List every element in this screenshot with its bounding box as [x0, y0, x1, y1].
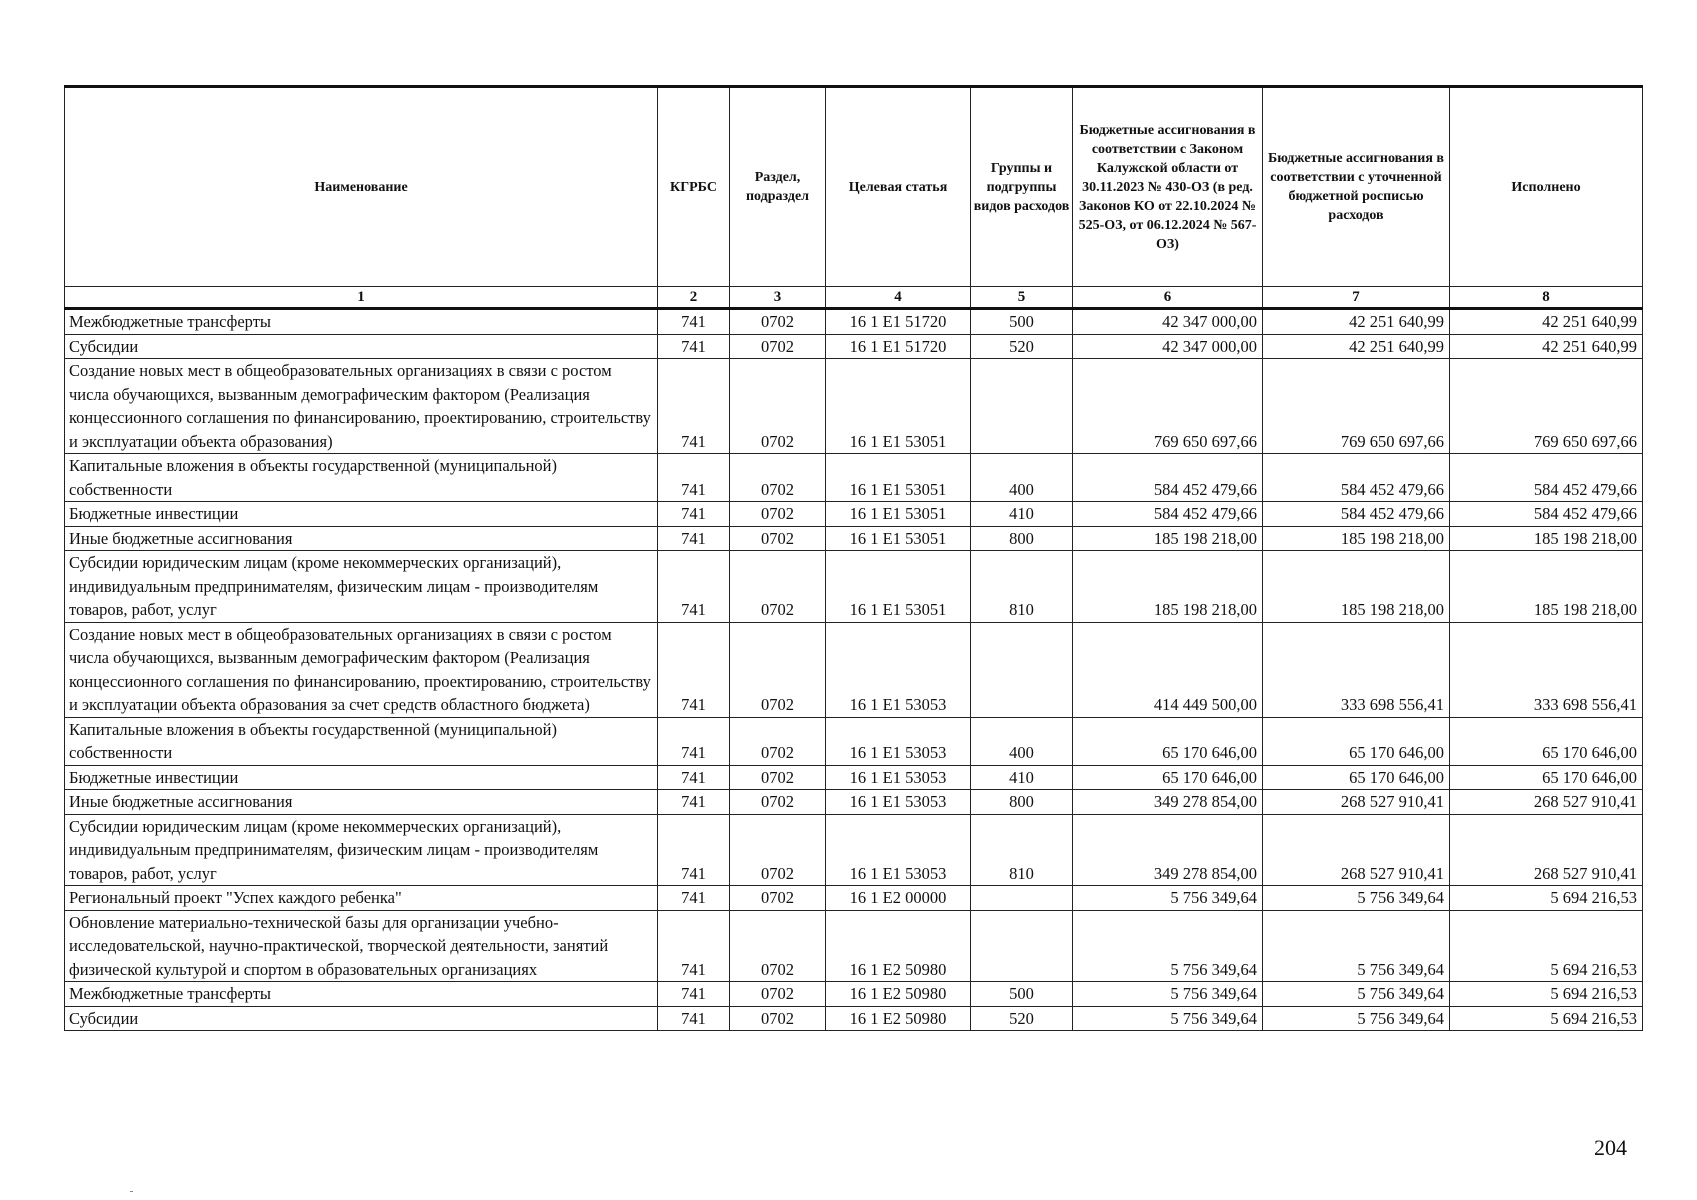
row-target: 16 1 E2 50980 — [826, 1006, 971, 1031]
row-name: Иные бюджетные ассигнования — [65, 790, 658, 815]
row-section: 0702 — [730, 910, 826, 982]
column-number: 2 — [658, 287, 730, 309]
row-law-amount: 185 198 218,00 — [1073, 551, 1263, 623]
row-name: Создание новых мест в общеобразовательных организациях в связи с ростом числа обучающихся, вызванным демографическим фактором (Реализация концессионного соглашения по финансированию, проектированию, строительству и эксплуатации объекта образования) — [65, 359, 658, 454]
row-name: Региональный проект "Успех каждого ребенка" — [65, 886, 658, 911]
row-executed-amount: 268 527 910,41 — [1450, 790, 1643, 815]
table-row — [65, 502, 1643, 527]
row-name: Капитальные вложения в объекты государственной (муниципальной) собственности — [65, 717, 658, 765]
row-target: 16 1 E1 51720 — [826, 309, 971, 335]
row-kgrbs: 741 — [658, 814, 730, 886]
row-target: 16 1 E2 50980 — [826, 982, 971, 1007]
row-executed-amount: 5 694 216,53 — [1450, 910, 1643, 982]
row-target: 16 1 E1 53053 — [826, 790, 971, 815]
row-executed-amount: 185 198 218,00 — [1450, 551, 1643, 623]
row-executed-amount: 584 452 479,66 — [1450, 454, 1643, 502]
row-group: 500 — [971, 309, 1073, 335]
row-group: 400 — [971, 454, 1073, 502]
row-group — [971, 359, 1073, 454]
row-section: 0702 — [730, 717, 826, 765]
row-target: 16 1 E1 53051 — [826, 526, 971, 551]
row-law-amount: 414 449 500,00 — [1073, 622, 1263, 717]
row-group: 520 — [971, 334, 1073, 359]
row-kgrbs: 741 — [658, 1006, 730, 1031]
row-target: 16 1 E1 53051 — [826, 551, 971, 623]
row-kgrbs: 741 — [658, 454, 730, 502]
row-refined-amount: 333 698 556,41 — [1263, 622, 1450, 717]
row-law-amount: 5 756 349,64 — [1073, 886, 1263, 911]
row-section: 0702 — [730, 454, 826, 502]
row-law-amount: 42 347 000,00 — [1073, 309, 1263, 335]
row-executed-amount: 333 698 556,41 — [1450, 622, 1643, 717]
column-number: 1 — [65, 287, 658, 309]
table-row — [65, 765, 1643, 790]
row-target: 16 1 E1 53051 — [826, 359, 971, 454]
row-section: 0702 — [730, 309, 826, 335]
row-target: 16 1 E2 50980 — [826, 910, 971, 982]
row-name: Субсидии юридическим лицам (кроме некоммерческих организаций), индивидуальным предпринимателям, физическим лицам - производителям товаров, работ, услуг — [65, 551, 658, 623]
row-kgrbs: 741 — [658, 790, 730, 815]
row-executed-amount: 42 251 640,99 — [1450, 334, 1643, 359]
table-row — [65, 910, 1643, 982]
row-refined-amount: 5 756 349,64 — [1263, 886, 1450, 911]
row-group — [971, 886, 1073, 911]
row-group: 810 — [971, 551, 1073, 623]
table-row — [65, 334, 1643, 359]
row-kgrbs: 741 — [658, 982, 730, 1007]
row-refined-amount: 268 527 910,41 — [1263, 790, 1450, 815]
row-section: 0702 — [730, 982, 826, 1007]
row-name: Капитальные вложения в объекты государственной (муниципальной) собственности — [65, 454, 658, 502]
header-target: Целевая статья — [826, 87, 971, 287]
table-row — [65, 1006, 1643, 1031]
row-law-amount: 42 347 000,00 — [1073, 334, 1263, 359]
row-executed-amount: 5 694 216,53 — [1450, 982, 1643, 1007]
table-row — [65, 309, 1643, 335]
row-section: 0702 — [730, 334, 826, 359]
row-refined-amount: 5 756 349,64 — [1263, 1006, 1450, 1031]
row-executed-amount: 769 650 697,66 — [1450, 359, 1643, 454]
row-refined-amount: 185 198 218,00 — [1263, 526, 1450, 551]
row-name: Бюджетные инвестиции — [65, 765, 658, 790]
column-number: 8 — [1450, 287, 1643, 309]
row-section: 0702 — [730, 886, 826, 911]
row-kgrbs: 741 — [658, 309, 730, 335]
row-law-amount: 349 278 854,00 — [1073, 790, 1263, 815]
row-refined-amount: 185 198 218,00 — [1263, 551, 1450, 623]
row-target: 16 1 E1 53051 — [826, 502, 971, 527]
row-refined-amount: 268 527 910,41 — [1263, 814, 1450, 886]
row-target: 16 1 E1 51720 — [826, 334, 971, 359]
header-kgrbs: КГРБС — [658, 87, 730, 287]
row-group: 500 — [971, 982, 1073, 1007]
table-row — [65, 790, 1643, 815]
table-row — [65, 622, 1643, 717]
column-number: 7 — [1263, 287, 1450, 309]
row-name: Бюджетные инвестиции — [65, 502, 658, 527]
table-row — [65, 717, 1643, 765]
row-name: Создание новых мест в общеобразовательных организациях в связи с ростом числа обучающихся, вызванным демографическим фактором (Реализация концессионного соглашения по финансированию, проектированию, строительству и эксплуатации объекта образования за счет средств областного бюджета) — [65, 622, 658, 717]
column-number: 4 — [826, 287, 971, 309]
row-name: Межбюджетные трансферты — [65, 309, 658, 335]
row-name: Межбюджетные трансферты — [65, 982, 658, 1007]
row-executed-amount: 65 170 646,00 — [1450, 717, 1643, 765]
row-kgrbs: 741 — [658, 551, 730, 623]
row-refined-amount: 65 170 646,00 — [1263, 717, 1450, 765]
table-row — [65, 886, 1643, 911]
row-group: 800 — [971, 526, 1073, 551]
row-target: 16 1 E2 00000 — [826, 886, 971, 911]
row-target: 16 1 E1 53053 — [826, 765, 971, 790]
row-group: 810 — [971, 814, 1073, 886]
table-row — [65, 982, 1643, 1007]
row-law-amount: 5 756 349,64 — [1073, 982, 1263, 1007]
row-group — [971, 622, 1073, 717]
row-group — [971, 910, 1073, 982]
table-row — [65, 526, 1643, 551]
row-refined-amount: 584 452 479,66 — [1263, 502, 1450, 527]
header-row — [65, 87, 1643, 287]
row-group: 410 — [971, 502, 1073, 527]
row-section: 0702 — [730, 765, 826, 790]
table-body — [65, 309, 1643, 1031]
row-group: 410 — [971, 765, 1073, 790]
header-section: Раздел, подраздел — [730, 87, 826, 287]
row-executed-amount: 5 694 216,53 — [1450, 886, 1643, 911]
row-kgrbs: 741 — [658, 526, 730, 551]
row-law-amount: 584 452 479,66 — [1073, 502, 1263, 527]
row-section: 0702 — [730, 502, 826, 527]
row-law-amount: 5 756 349,64 — [1073, 910, 1263, 982]
row-name: Иные бюджетные ассигнования — [65, 526, 658, 551]
scan-speck — [130, 1191, 133, 1192]
row-target: 16 1 E1 53051 — [826, 454, 971, 502]
row-target: 16 1 E1 53053 — [826, 622, 971, 717]
row-law-amount: 584 452 479,66 — [1073, 454, 1263, 502]
row-kgrbs: 741 — [658, 622, 730, 717]
row-kgrbs: 741 — [658, 334, 730, 359]
header-groups: Группы и подгруппы видов расходов — [971, 87, 1073, 287]
row-executed-amount: 185 198 218,00 — [1450, 526, 1643, 551]
row-group: 400 — [971, 717, 1073, 765]
row-name: Субсидии — [65, 334, 658, 359]
table-row — [65, 359, 1643, 454]
row-law-amount: 185 198 218,00 — [1073, 526, 1263, 551]
row-kgrbs: 741 — [658, 886, 730, 911]
row-section: 0702 — [730, 790, 826, 815]
row-kgrbs: 741 — [658, 717, 730, 765]
row-law-amount: 65 170 646,00 — [1073, 765, 1263, 790]
budget-table-sheet — [64, 85, 1642, 1031]
row-refined-amount: 584 452 479,66 — [1263, 454, 1450, 502]
row-kgrbs: 741 — [658, 502, 730, 527]
row-refined-amount: 65 170 646,00 — [1263, 765, 1450, 790]
header-executed: Исполнено — [1450, 87, 1643, 287]
row-law-amount: 349 278 854,00 — [1073, 814, 1263, 886]
table-row — [65, 454, 1643, 502]
budget-table — [64, 85, 1643, 1031]
header-refined-allocations: Бюджетные ассигнования в соответствии с уточненной бюджетной росписью расходов — [1263, 87, 1450, 287]
row-group: 800 — [971, 790, 1073, 815]
row-section: 0702 — [730, 526, 826, 551]
row-law-amount: 65 170 646,00 — [1073, 717, 1263, 765]
row-executed-amount: 65 170 646,00 — [1450, 765, 1643, 790]
column-number: 5 — [971, 287, 1073, 309]
row-law-amount: 769 650 697,66 — [1073, 359, 1263, 454]
row-name: Субсидии юридическим лицам (кроме некоммерческих организаций), индивидуальным предпринимателям, физическим лицам - производителям товаров, работ, услуг — [65, 814, 658, 886]
row-target: 16 1 E1 53053 — [826, 814, 971, 886]
row-refined-amount: 5 756 349,64 — [1263, 910, 1450, 982]
row-section: 0702 — [730, 814, 826, 886]
row-name: Обновление материально-технической базы для организации учебно-исследовательской, научно-практической, творческой деятельности, занятий физической культурой и спортом в образовательных организациях — [65, 910, 658, 982]
table-row — [65, 551, 1643, 623]
row-refined-amount: 42 251 640,99 — [1263, 309, 1450, 335]
row-section: 0702 — [730, 551, 826, 623]
row-executed-amount: 584 452 479,66 — [1450, 502, 1643, 527]
row-refined-amount: 42 251 640,99 — [1263, 334, 1450, 359]
table-row — [65, 814, 1643, 886]
row-section: 0702 — [730, 359, 826, 454]
row-executed-amount: 5 694 216,53 — [1450, 1006, 1643, 1031]
column-number-row — [65, 287, 1643, 309]
column-number: 6 — [1073, 287, 1263, 309]
row-kgrbs: 741 — [658, 765, 730, 790]
row-kgrbs: 741 — [658, 359, 730, 454]
header-name: Наименование — [65, 87, 658, 287]
row-target: 16 1 E1 53053 — [826, 717, 971, 765]
header-law-allocations: Бюджетные ассигнования в соответствии с Законом Калужской области от 30.11.2023 № 430-ОЗ (в ред. Законов КО от 22.10.2024 № 525-ОЗ, от 06.12.2024 № 567-ОЗ) — [1073, 87, 1263, 287]
column-number: 3 — [730, 287, 826, 309]
row-law-amount: 5 756 349,64 — [1073, 1006, 1263, 1031]
row-executed-amount: 268 527 910,41 — [1450, 814, 1643, 886]
row-kgrbs: 741 — [658, 910, 730, 982]
row-executed-amount: 42 251 640,99 — [1450, 309, 1643, 335]
row-refined-amount: 769 650 697,66 — [1263, 359, 1450, 454]
row-section: 0702 — [730, 1006, 826, 1031]
row-name: Субсидии — [65, 1006, 658, 1031]
row-group: 520 — [971, 1006, 1073, 1031]
row-refined-amount: 5 756 349,64 — [1263, 982, 1450, 1007]
row-section: 0702 — [730, 622, 826, 717]
page-number: 204 — [1594, 1135, 1627, 1160]
